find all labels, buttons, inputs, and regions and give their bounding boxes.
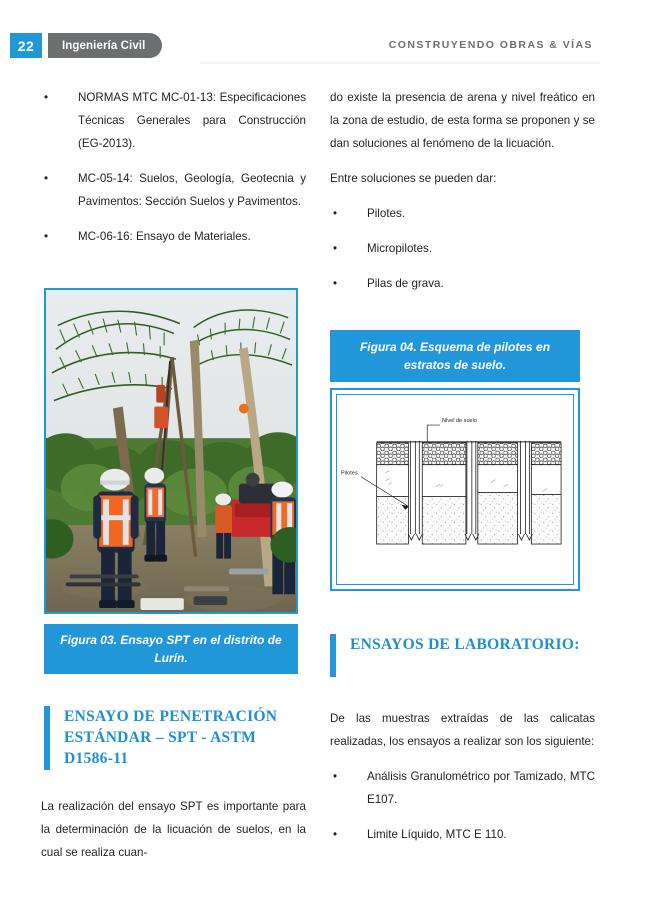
pile-group-3 bbox=[518, 441, 532, 540]
paragraph: La realización del ensayo SPT es importante para la determinación de la licuación de suelos, en la cual se realiza cuan- bbox=[41, 800, 306, 859]
bullet-dot-icon: • bbox=[44, 230, 49, 243]
strata-block-3 bbox=[478, 443, 518, 544]
heading-text: ENSAYOS DE LABORATORIO: bbox=[350, 636, 580, 653]
heading-text: ENSAYO DE PENETRACIÓN ESTÁNDAR – SPT - ASTM D1586-11 bbox=[64, 708, 278, 767]
list-item bbox=[330, 202, 595, 225]
left-column bbox=[41, 86, 306, 248]
bullet-dot-icon: • bbox=[333, 242, 338, 255]
paragraph-continuation: do existe la presencia de arena y nivel freático en la zona de estudio, de esta forma se proponen y se dan soluciones al fenómeno de la licuación. bbox=[330, 91, 595, 150]
spt-field-photo-illustration bbox=[46, 290, 296, 612]
strata-block-4 bbox=[531, 443, 561, 544]
list-item-text: NORMAS MTC MC-01-13: Especificaciones Técnicas Generales para Construcción (EG-2013). bbox=[78, 91, 306, 150]
strata-block-2 bbox=[422, 443, 466, 544]
normas-bullet-list bbox=[41, 86, 306, 248]
figure-03-caption: Figura 03. Ensayo SPT en el distrito de Lurín. bbox=[44, 624, 298, 674]
spt-body-block bbox=[41, 795, 306, 876]
pile-group-1 bbox=[408, 441, 422, 540]
figure-04-frame bbox=[330, 388, 580, 591]
strata-block-1 bbox=[377, 443, 409, 544]
pile-strata-diagram bbox=[337, 395, 573, 584]
list-item-text: Pilotes. bbox=[367, 207, 406, 220]
heading-accent-bar bbox=[44, 706, 50, 770]
list-item bbox=[41, 167, 306, 213]
section-tab-label: Ingeniería Civil bbox=[48, 33, 162, 58]
list-item bbox=[41, 225, 306, 248]
figure-03-photo bbox=[44, 288, 298, 614]
soil-level-leader bbox=[427, 425, 440, 442]
list-item bbox=[330, 765, 595, 811]
magazine-title: CONSTRUYENDO OBRAS & VÍAS bbox=[388, 39, 593, 51]
bullet-dot-icon: • bbox=[333, 770, 338, 783]
heading-ensayos-laboratorio bbox=[330, 634, 580, 677]
bullet-dot-icon: • bbox=[44, 172, 49, 185]
page-number-badge: 22 bbox=[10, 33, 42, 58]
list-item-text: MC-06-16: Ensayo de Materiales. bbox=[78, 230, 251, 243]
strata-annotations bbox=[386, 471, 548, 492]
bullet-dot-icon: • bbox=[333, 828, 338, 841]
lab-body-block bbox=[330, 707, 595, 846]
list-item bbox=[330, 823, 595, 846]
right-column bbox=[330, 86, 595, 295]
soil-level-label: Nivel de suelo bbox=[442, 418, 477, 425]
list-item-text: Limite Líquido, MTC E 110. bbox=[367, 828, 507, 841]
list-item bbox=[330, 272, 595, 295]
header-divider bbox=[200, 62, 600, 64]
pile-group-2 bbox=[465, 441, 479, 540]
lab-bullet-list bbox=[330, 765, 595, 846]
list-item-text: Pilas de grava. bbox=[367, 277, 444, 290]
list-item bbox=[41, 86, 306, 155]
list-item-text: MC-05-14: Suelos, Geología, Geotecnia y Pavimentos: Sección Suelos y Pavimentos. bbox=[78, 172, 306, 208]
list-item-text: Micropilotes. bbox=[367, 242, 433, 255]
figure-04-inner-frame bbox=[336, 394, 574, 585]
piles-label: Pilotes bbox=[340, 470, 358, 477]
paragraph: De las muestras extraídas de las calicatas realizadas, los ensayos a realizar son los siguiente: bbox=[330, 712, 595, 748]
page-header bbox=[0, 0, 650, 72]
heading-ensayo-penetracion bbox=[44, 706, 306, 770]
list-item bbox=[330, 237, 595, 260]
bullet-dot-icon: • bbox=[333, 207, 338, 220]
bullet-dot-icon: • bbox=[44, 91, 49, 104]
paragraph-intro: Entre soluciones se pueden dar: bbox=[330, 172, 497, 185]
soluciones-bullet-list bbox=[330, 202, 595, 295]
heading-accent-bar bbox=[330, 634, 336, 677]
bullet-dot-icon: • bbox=[333, 277, 338, 290]
list-item-text: Análisis Granulométrico por Tamizado, MTC E107. bbox=[367, 770, 595, 806]
figure-04-caption: Figura 04. Esquema de pilotes en estratos de suelo. bbox=[330, 330, 580, 382]
